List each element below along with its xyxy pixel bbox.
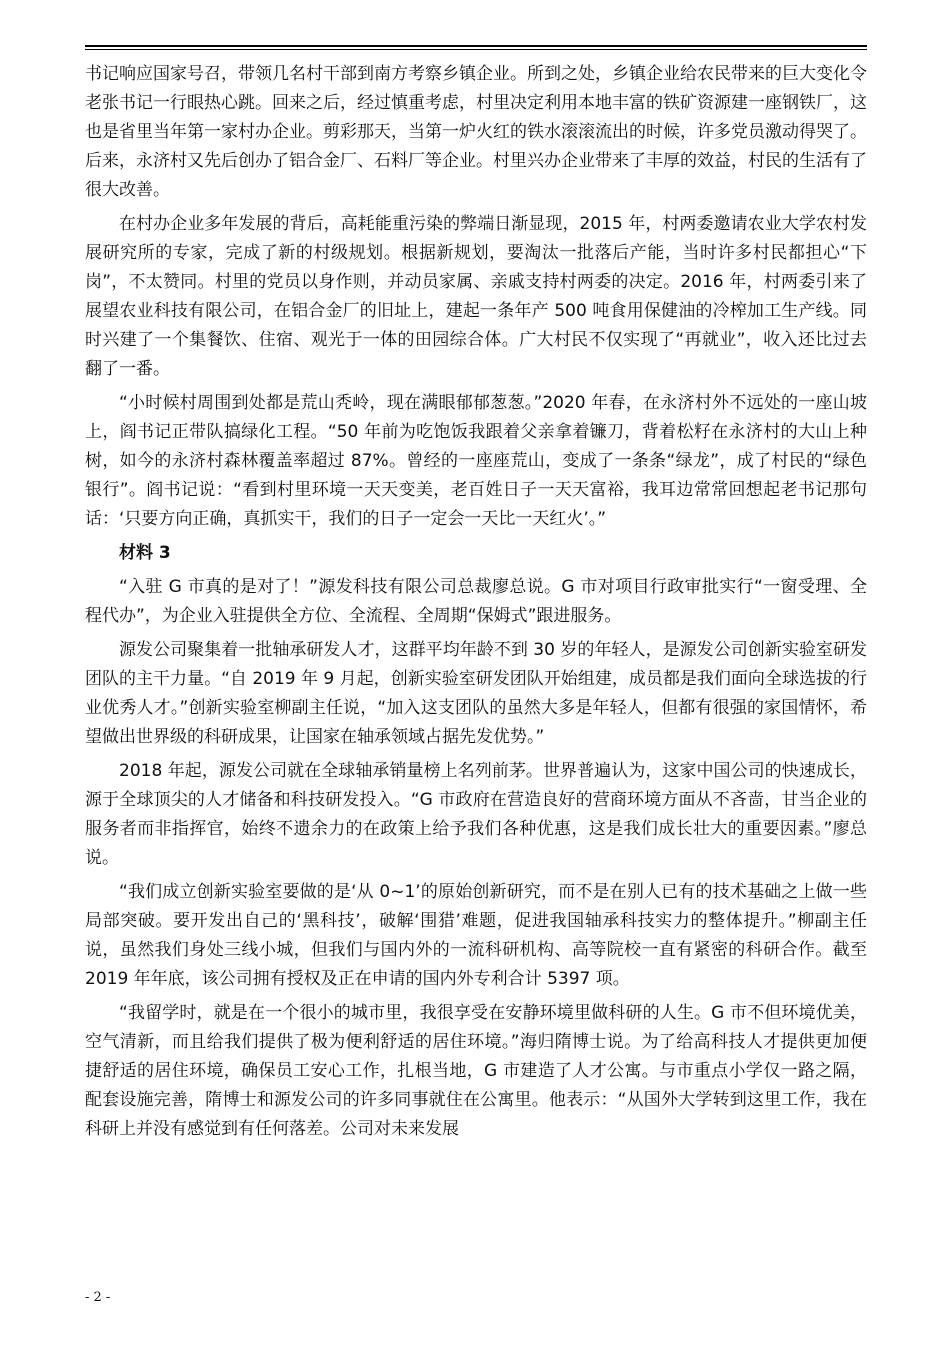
paragraph: 源发公司聚集着一批轴承研发人才，这群平均年龄不到 30 岁的年轻人，是源发公司创新实验室研发团队的主干力量。“自 2019 年 9 月起，创新实验室研发团队开始组建，成员都是我们面向全球选拔的行业优秀人才。”创新实验室柳副主任说，“加入这支团队的虽然大多是年轻人，但都有很强的家国情怀，希望做出世界级的科研成果，让国家在轴承领域占据先发优势。” xyxy=(85,640,867,747)
paragraph: “小时候村周围到处都是荒山秃岭，现在满眼郁郁葱葱。”2020 年春，在永济村外不远处的一座山坡上，阎书记正带队搞绿化工程。“50 年前为吃饱饭我跟着父亲拿着镰刀，背着松籽在永济村的大山上种树，如今的永济村森林覆盖率超过 87%。曾经的一座座荒山，变成了一条条“绿龙”，成了村民的“绿色银行”。阎书记说：“看到村里环境一天天变美，老百姓日子一天天富裕，我耳边常常回想起老书记那句话：‘只要方向正确，真抓实干，我们的日子一定会一天比一天红火’。” xyxy=(85,393,867,529)
paragraph: “我留学时，就是在一个很小的城市里，我很享受在安静环境里做科研的人生。G 市不但环境优美，空气清新，而且给我们提供了极为便利舒适的居住环境。”海归隋博士说。为了给高科技人才提供更加便捷舒适的居住环境，确保员工安心工作，扎根当地，G 市建造了人才公寓。与市重点小学仅一路之隔，配套设施完善，隋博士和源发公司的许多同事就住在公寓里。他表示：“从国外大学转到这里工作，我在科研上并没有感觉到有任何落差。公司对未来发展 xyxy=(85,1003,867,1139)
paragraph: 在村办企业多年发展的背后，高耗能重污染的弊端日渐显现，2015 年，村两委邀请农业大学农村发展研究所的专家，完成了新的村级规划。根据新规划，要淘汰一批落后产能，当时许多村民都担心“下岗”，不太赞同。村里的党员以身作则，并动员家属、亲戚支持村两委的决定。2016 年，村两委引来了展望农业科技有限公司，在铝合金厂的旧址上，建起一条年产 500 吨食用保健油的冷榨加工生产线。同时兴建了一个集餐饮、住宿、观光于一体的田园综合体。广大村民不仅实现了“再就业”，收入还比过去翻了一番。 xyxy=(85,214,867,379)
section-heading: 材料 3 xyxy=(119,543,171,563)
paragraph: 2018 年起，源发公司就在全球轴承销量榜上名列前茅。世界普遍认为，这家中国公司的快速成长，源于全球顶尖的人才储备和科技研发投入。“G 市政府在营造良好的营商环境方面从不吝啬，甘当企业的服务者而非指挥官，始终不遗余力的在政策上给予我们各种优惠，这是我们成长壮大的重要因素。”廖总说。 xyxy=(85,761,867,868)
paragraph: “我们成立创新实验室要做的是‘从 0~1’的原始创新研究，而不是在别人已有的技术基础之上做一些局部突破。要开发出自己的‘黑科技’，破解‘围猎’难题，促进我国轴承科技实力的整体提升。”柳副主任说，虽然我们身处三线小城，但我们与国内外的一流科研机构、高等院校一直有紧密的科研合作。截至 2019 年年底，该公司拥有授权及正在申请的国内外专利合计 5397 项。 xyxy=(85,882,867,989)
paragraph: “入驻 G 市真的是对了！”源发科技有限公司总裁廖总说。G 市对项目行政审批实行“一窗受理、全程代办”，为企业入驻提供全方位、全流程、全周期“保姆式”跟进服务。 xyxy=(85,577,867,626)
body-text xyxy=(85,60,867,1149)
header-rule xyxy=(85,45,867,47)
header-rule-thin xyxy=(85,49,867,50)
paragraph-continuation: 书记响应国家号召，带领几名村干部到南方考察乡镇企业。所到之处，乡镇企业给农民带来的巨大变化令老张书记一行眼热心跳。回来之后，经过慎重考虑，村里决定利用本地丰富的铁矿资源建一座钢铁厂，这也是省里当年第一家村办企业。剪彩那天，当第一炉火红的铁水滚滚流出的时候，许多党员激动得哭了。后来，永济村又先后创办了铝合金厂、石料厂等企业。村里兴办企业带来了丰厚的效益，村民的生活有了很大改善。 xyxy=(85,64,867,200)
page-number: - 2 - xyxy=(85,1290,111,1305)
